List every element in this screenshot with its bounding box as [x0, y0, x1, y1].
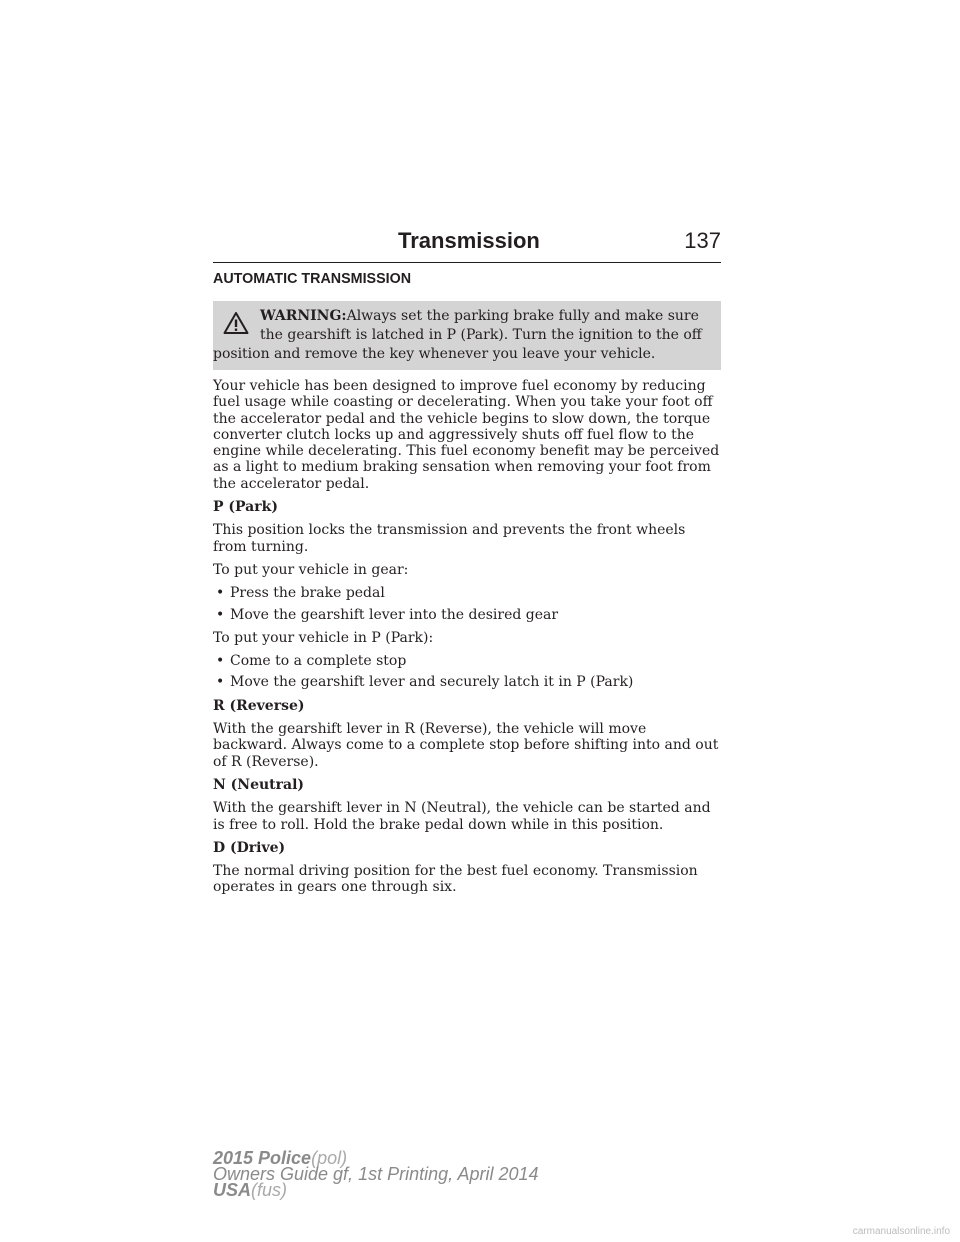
page-header	[213, 228, 721, 263]
bullet-icon: •	[216, 653, 225, 670]
park-heading: P (Park)	[213, 499, 278, 516]
bullet-icon: •	[216, 585, 225, 602]
list-item: • Move the gearshift lever into the desired gear	[216, 606, 559, 623]
intro-paragraph: Your vehicle has been designed to improve fuel economy by reducing fuel usage while coasting or decelerating. When you take your foot off the accelerator pedal and the vehicle begins to slow down, the torque converter clutch locks up and aggressively shuts off fuel flow to the engine while decelerating. This fuel economy benefit may be perceived as a light to medium braking sensation when removing your foot from the accelerator pedal.	[213, 378, 720, 492]
footer-model-code: (pol)	[311, 1148, 348, 1168]
list-item: • Move the gearshift lever and securely latch it in P (Park)	[216, 674, 634, 691]
warning-label: WARNING:	[260, 308, 347, 324]
warning-text	[213, 307, 713, 364]
warning-line-1: Always set the parking brake fully and make sure	[346, 308, 699, 324]
reverse-heading: R (Reverse)	[213, 697, 305, 714]
list-item: • Press the brake pedal	[216, 585, 385, 602]
bullet-icon: •	[216, 674, 225, 691]
watermark: carmanualsonline.info	[852, 1226, 950, 1237]
footer-market: USA	[213, 1180, 252, 1200]
warning-triangle-icon	[223, 311, 249, 335]
footer-model: 2015 Police	[213, 1148, 312, 1168]
warning-box	[213, 301, 721, 370]
footer-market-code: (fus)	[251, 1180, 288, 1200]
reverse-body: With the gearshift lever in R (Reverse), the vehicle will move backward. Always come to a complete stop before shifting into and out of R (Reverse).	[213, 721, 719, 770]
footer-guide: Owners Guide gf, 1st Printing, April 2014	[213, 1164, 539, 1184]
warning-line-3: position and remove the key whenever you leave your vehicle.	[213, 346, 656, 362]
warning-line-2: the gearshift is latched in P (Park). Turn the ignition to the off	[260, 327, 702, 343]
section-title: AUTOMATIC TRANSMISSION	[213, 271, 412, 287]
in-gear-steps	[213, 585, 721, 623]
page-number: 137	[684, 228, 721, 253]
chapter-title: Transmission	[398, 228, 540, 253]
print-footer	[213, 1150, 539, 1198]
park-body: This position locks the transmission and prevents the front wheels from turning.	[213, 522, 686, 555]
drive-body: The normal driving position for the best fuel economy. Transmission operates in gears one through six.	[213, 863, 698, 896]
in-gear-lead: To put your vehicle in gear:	[213, 561, 409, 578]
neutral-body: With the gearshift lever in N (Neutral), the vehicle can be started and is free to roll. Hold the brake pedal down while in this position.	[213, 800, 711, 833]
park-steps	[213, 653, 721, 691]
bullet-icon: •	[216, 606, 225, 623]
park-lead: To put your vehicle in P (Park):	[213, 629, 434, 646]
neutral-heading: N (Neutral)	[213, 776, 305, 793]
list-item: • Come to a complete stop	[216, 653, 407, 670]
drive-heading: D (Drive)	[213, 839, 286, 856]
page-content	[213, 269, 721, 903]
